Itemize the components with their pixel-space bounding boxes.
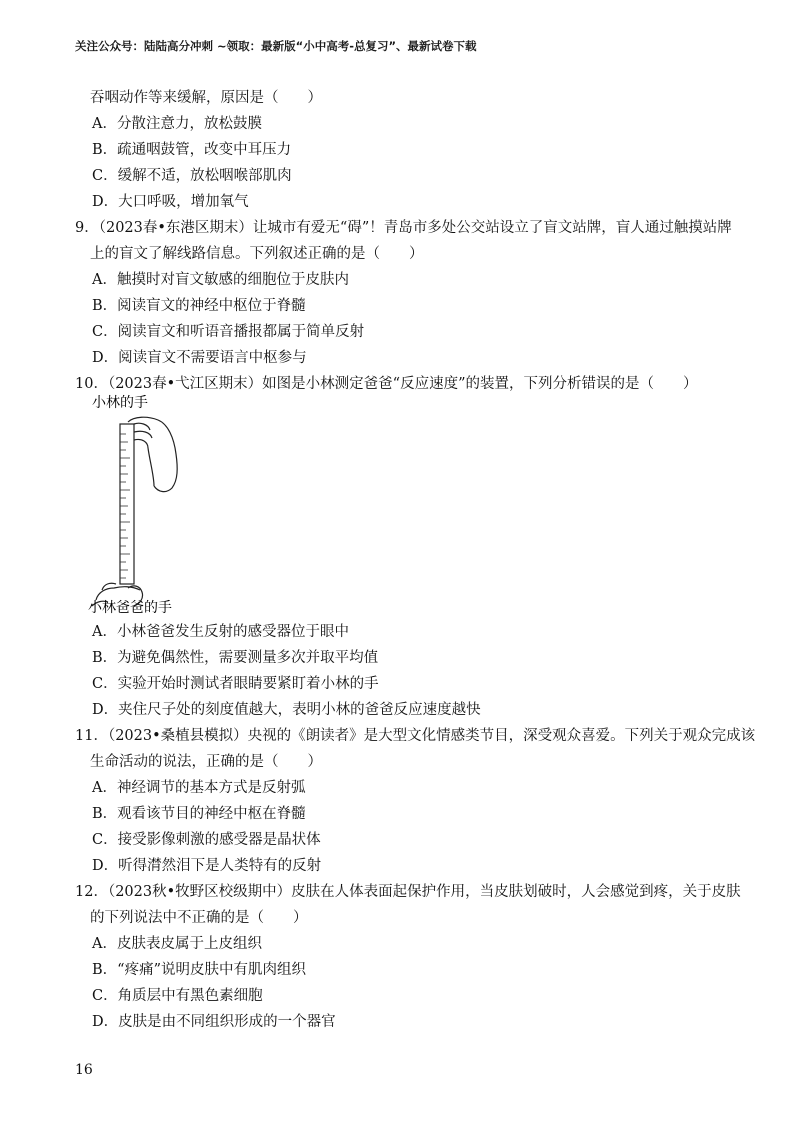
figure-label-bottom: 小林爸爸的手	[88, 600, 172, 616]
page-header: 关注公众号：陆陆高分冲刺 ~领取：最新版“小中高考-总复习”、最新试卷下载	[75, 39, 477, 53]
q12-option-c: C．角质层中有黑色素细胞	[92, 988, 263, 1004]
ruler-ticks	[120, 434, 130, 578]
q10-option-a: A．小林爸爸发生反射的感受器位于眼中	[92, 624, 349, 640]
q9-option-c: C．阅读盲文和听语音播报都属于简单反射	[92, 324, 365, 340]
q10-stem-line1: 10．（2023春•弋江区期末）如图是小林测定爸爸“反应速度”的装置，下列分析错误的是（ ）	[75, 376, 698, 392]
q9-option-b: B．阅读盲文的神经中枢位于脊髓	[92, 298, 306, 314]
q11-option-b: B．观看该节目的神经中枢在脊髓	[92, 806, 306, 822]
q9-option-d: D．阅读盲文不需要语言中枢参与	[92, 350, 307, 366]
figure-label-top: 小林的手	[92, 395, 148, 411]
q12-option-d: D．皮肤是由不同组织形成的一个器官	[92, 1014, 336, 1030]
q8-option-c: C．缓解不适，放松咽喉部肌肉	[92, 168, 292, 184]
q10-option-c: C．实验开始时测试者眼睛要紧盯着小林的手	[92, 676, 379, 692]
q11-stem-line1: 11．（2023•桑植县模拟）央视的《朗读者》是大型文化情感类节目，深受观众喜爱。下列关于观众完成该	[75, 728, 756, 744]
q9-stem-line2: 上的盲文了解线路信息。下列叙述正确的是（ ）	[90, 246, 424, 262]
q11-option-a: A．神经调节的基本方式是反射弧	[92, 780, 306, 796]
ruler-illustration	[88, 414, 288, 614]
q10-option-d: D．夹住尺子处的刻度值越大，表明小林的爸爸反应速度越快	[92, 702, 481, 718]
q12-stem-line2: 的下列说法中不正确的是（ ）	[90, 910, 308, 926]
q11-option-d: D．听得潸然泪下是人类特有的反射	[92, 858, 322, 874]
q12-stem-line1: 12．（2023秋•牧野区校级期中）皮肤在人体表面起保护作用，当皮肤划破时，人会感觉到疼，关于皮肤	[75, 884, 741, 900]
q8-option-d: D．大口呼吸，增加氧气	[92, 194, 249, 210]
q11-option-c: C．接受影像刺激的感受器是晶状体	[92, 832, 321, 848]
q8-option-a: A．分散注意力，放松鼓膜	[92, 116, 262, 132]
q10-option-b: B．为避免偶然性，需要测量多次并取平均值	[92, 650, 379, 666]
ruler	[120, 424, 134, 584]
q11-stem-line2: 生命活动的说法，正确的是（ ）	[90, 754, 322, 770]
page-number: 16	[75, 1062, 93, 1078]
q8-continuation: 吞咽动作等来缓解，原因是（ ）	[90, 90, 322, 106]
q12-option-b: B．“疼痛”说明皮肤中有肌肉组织	[92, 962, 306, 978]
q12-option-a: A．皮肤表皮属于上皮组织	[92, 936, 262, 952]
q9-option-a: A．触摸时对盲文敏感的细胞位于皮肤内	[92, 272, 349, 288]
q9-stem-line1: 9．（2023春•东港区期末）让城市有爱无“碍”！青岛市多处公交站设立了盲文站牌，盲人通过触摸站牌	[75, 220, 732, 236]
q8-option-b: B．疏通咽鼓管，改变中耳压力	[92, 142, 292, 158]
top-hand	[128, 417, 177, 491]
ruler-reaction-figure	[88, 392, 288, 617]
